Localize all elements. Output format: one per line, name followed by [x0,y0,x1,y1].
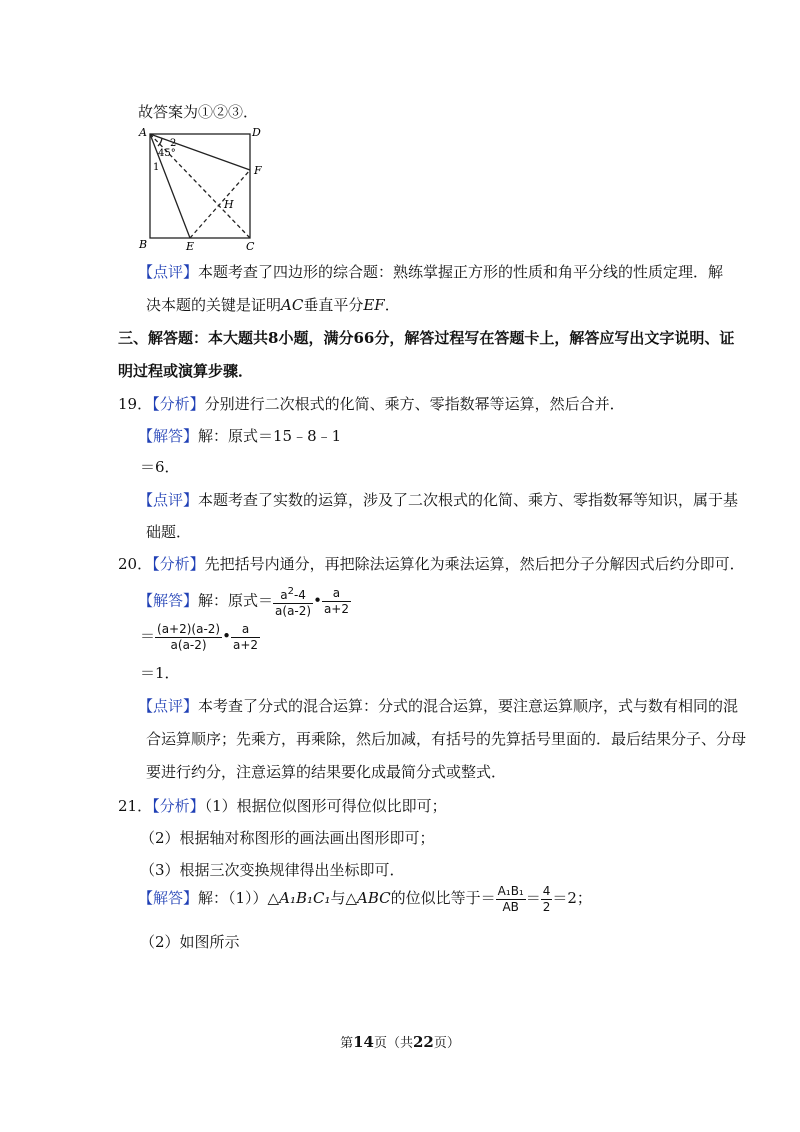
label-a: A [139,126,147,139]
label-angle-1: 1 [153,162,160,173]
q19-comment-1: 【点评】本题考查了实数的运算，涉及了二次根式的化简、乘方、零指数幂等知识，属于基 [138,491,739,509]
q20-answer-2: ＝ $\frac{(a+2)(a-2)}{a(a-2)}$ • $\frac{a}{a+2}$ [140,621,259,652]
label-f: F [254,164,262,177]
label-d: D [252,126,261,139]
comment-line-1: 【点评】本题考查了四边形的综合题：熟练掌握正方形的性质和角平分线的性质定理．解 [138,263,724,281]
segment-ef [190,170,250,238]
q20-analysis: 20．【分析】先把括号内通分，再把除法运算化为乘法运算，然后把分子分解因式后约分即可． [118,555,745,573]
comment-line-2: 决本题的关键是证明AC垂直平分EF． [146,296,400,314]
fraction-3: $\frac{(a+2)(a-2)}{a(a-2)}$ [157,621,221,652]
q20-comment-3: 要进行约分，注意运算的结果要化成最简分式或整式． [146,763,507,781]
fraction-ratio-2: $\frac{4}{2}$ [542,883,551,914]
page-footer: 第14页（共22页） [340,1033,460,1051]
square-geometry-figure [136,124,266,254]
q21-analysis: 21．【分析】（1）根据位似图形可得位似比即可； [118,797,447,815]
q20-comment-2: 合运算顺序；先乘方，再乘除，然后加减，有括号的先算括号里面的．最后结果分子、分母 [146,730,747,748]
q19-comment-2: 础题． [146,523,192,541]
label-c: C [246,240,255,253]
label-e: E [186,240,195,253]
q21-answer-2: （2）如图所示 [140,933,240,951]
label-angle-45: 45° [158,148,176,159]
fraction-1: $\frac{a^2-4}{a(a-2)}$ [275,586,312,618]
label-h: H [224,198,234,211]
q20-comment-1: 【点评】本考查了分式的混合运算：分式的混合运算，要注意运算顺序，式与数有相同的混 [138,697,739,715]
answer-line: 故答案为①②③． [138,103,259,121]
fraction-4: $\frac{a}{a+2}$ [232,621,259,652]
q20-answer-1: 【解答】解：原式＝ $\frac{a^2-4}{a(a-2)}$ • $\frac{a}{a+2}$ [138,586,349,618]
fraction-ratio-1: $\frac{\text{A₁B₁}}{AB}$ [497,883,524,914]
q19-analysis: 19．【分析】分别进行二次根式的化简、乘方、零指数幂等运算，然后合并． [118,395,625,413]
label-b: B [139,238,148,251]
q21-analysis-3: （3）根据三次变换规律得出坐标即可． [140,861,405,879]
section3-heading-2: 明过程或演算步骤． [118,362,254,380]
q21-answer-1: 【解答】解：（1））△A₁B₁C₁与△ABC的位似比等于＝ $\frac{\text{A₁B₁}}{AB}$ ＝ $\frac{4}{2}$ ＝2； [138,883,592,914]
section3-heading-1: 三、解答题：本大题共8小题，满分66分，解答过程写在答题卡上，解答应写出文字说明、证 [118,329,735,347]
q19-answer-1: 【解答】解：原式＝15﹣8﹣1 [138,427,342,445]
q21-analysis-2: （2）根据轴对称图形的画法画出图形即可； [140,829,435,847]
q20-answer-3: ＝1． [140,664,180,682]
fraction-2: $\frac{a}{a+2}$ [323,586,349,616]
label-angle-2: 2 [170,138,177,149]
q19-answer-2: ＝6． [140,458,180,476]
